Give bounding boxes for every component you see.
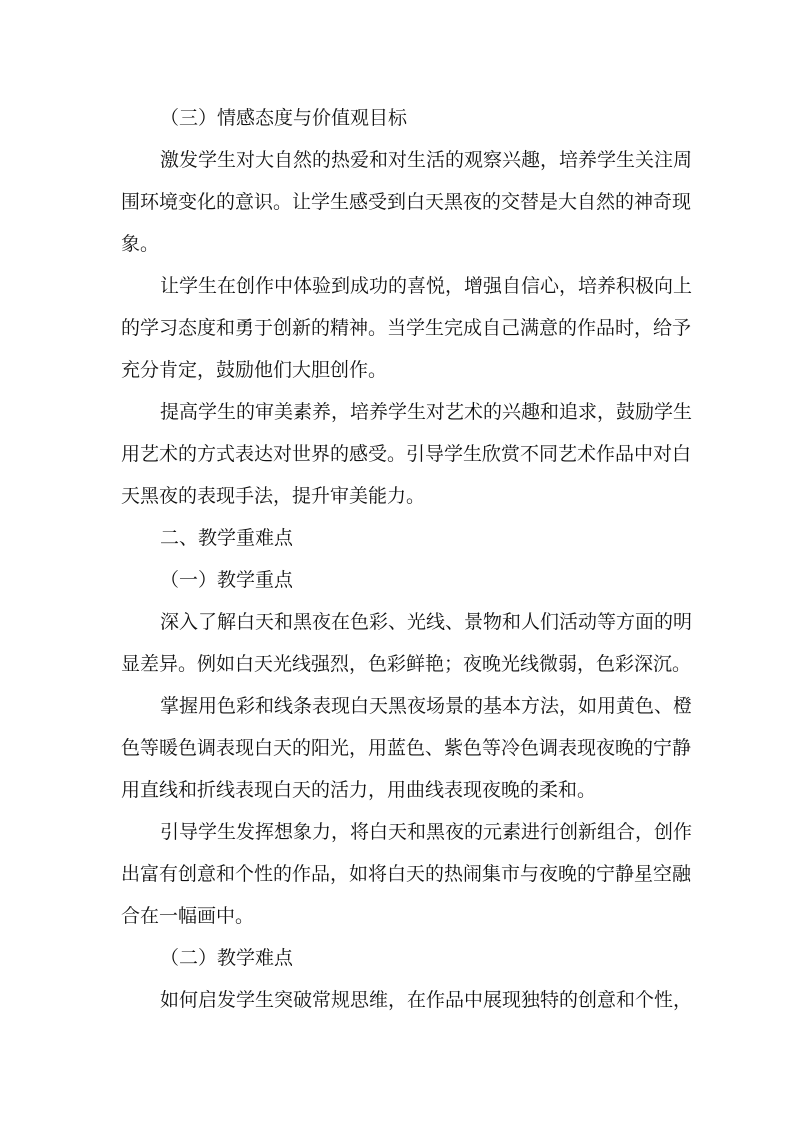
paragraph-line: 出富有创意和个性的作品，如将白天的热闹集市与夜晚的宁静星空融 — [121, 863, 692, 885]
paragraph-line: 激发学生对大自然的热爱和对生活的观察兴趣，培养学生关注周 — [160, 149, 693, 171]
paragraph-line: 色等暖色调表现白天的阳光，用蓝色、紫色等冷色调表现夜晚的宁静 — [121, 737, 692, 759]
heading-key-difficult-points: 二、教学重难点 — [160, 527, 294, 549]
paragraph-line: 如何启发学生突破常规思维，在作品中展现独特的创意和个性， — [160, 989, 693, 1011]
paragraph-line: 深入了解白天和黑夜在色彩、光线、景物和人们活动等方面的明 — [160, 611, 693, 633]
paragraph-line: 让学生在创作中体验到成功的喜悦，增强自信心，培养积极向上 — [160, 275, 693, 297]
paragraph-line: 的学习态度和勇于创新的精神。当学生完成自己满意的作品时，给予 — [121, 317, 692, 339]
heading-key-points: （一）教学重点 — [160, 569, 294, 591]
paragraph-line: 引导学生发挥想象力，将白天和黑夜的元素进行创新组合，创作 — [160, 821, 693, 843]
paragraph-line: 充分肯定，鼓励他们大胆创作。 — [121, 359, 388, 381]
paragraph-line: 掌握用色彩和线条表现白天黑夜场景的基本方法，如用黄色、橙 — [160, 695, 693, 717]
paragraph-line: 提高学生的审美素养，培养学生对艺术的兴趣和追求，鼓励学生 — [160, 401, 693, 423]
heading-affective-goals: （三）情感态度与价值观目标 — [160, 107, 408, 129]
paragraph-line: 天黑夜的表现手法，提升审美能力。 — [121, 485, 426, 507]
paragraph-line: 用直线和折线表现白天的活力，用曲线表现夜晚的柔和。 — [121, 779, 597, 801]
paragraph-line: 显差异。例如白天光线强烈，色彩鲜艳；夜晚光线微弱，色彩深沉。 — [121, 653, 692, 675]
heading-difficult-points: （二）教学难点 — [160, 947, 294, 969]
paragraph-line: 围环境变化的意识。让学生感受到白天黑夜的交替是大自然的神奇现 — [121, 191, 692, 213]
paragraph-line: 合在一幅画中。 — [121, 905, 255, 927]
paragraph-line: 用艺术的方式表达对世界的感受。引导学生欣赏不同艺术作品中对白 — [121, 443, 692, 465]
paragraph-line: 象。 — [121, 233, 160, 255]
